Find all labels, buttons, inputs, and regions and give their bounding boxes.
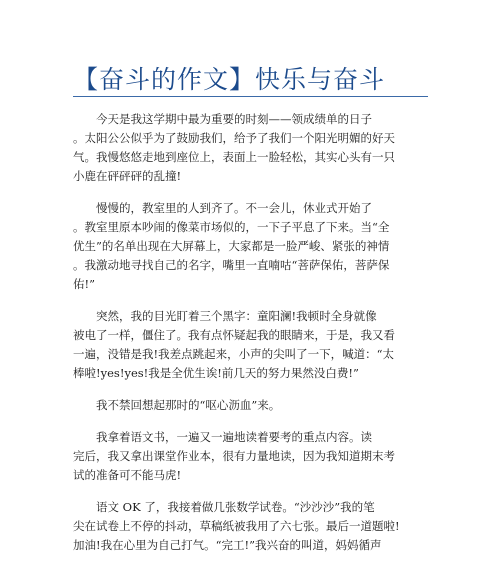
article-paragraph [73, 307, 428, 383]
paragraph-line: 棒啦!yes!yes!我是全优生诶!前几天的努力果然没白费!” [73, 366, 359, 380]
title-underline [73, 96, 428, 97]
article-paragraph [73, 498, 428, 555]
paragraph-line: 突然，我的目光盯着三个黑字：童阳澜!我顿时全身就像 [73, 309, 377, 323]
paragraph-line: 语文 OK 了，我接着做几张数学试卷。“沙沙沙”我的笔 [73, 500, 375, 514]
article-body [73, 110, 428, 568]
article-paragraph [73, 110, 428, 186]
paragraph-line: 我不禁回想起那时的“呕心沥血”来。 [73, 398, 281, 412]
article-paragraph [73, 396, 428, 415]
paragraph-line: 。我激动地寻找自己的名字，嘴里一直喃咕“菩萨保佑，菩萨保 [73, 258, 390, 272]
paragraph-line: 试的准备可不能马虎! [73, 468, 182, 482]
paragraph-line: 被电了一样，僵住了。我有点怀疑起我的眼睛来，于是，我又看 [73, 328, 395, 342]
paragraph-line: 气。我慢悠悠走地到座位上，表面上一脸轻松，其实心头有一只 [73, 150, 395, 164]
article-title: 【奋斗的作文】快乐与奋斗 [73, 65, 386, 94]
paragraph-line: 完后，我又拿出课堂作业本，很有力量地读，因为我知道期末考 [73, 449, 395, 463]
paragraph-line: 佑!” [73, 277, 96, 291]
paragraph-line: 。太阳公公似乎为了鼓励我们，给予了我们一个阳光明媚的好天 [73, 131, 395, 145]
paragraph-line: 。教室里原本吵闹的像菜市场似的，一下子平息了下来。当“全 [73, 220, 390, 234]
paragraph-line: 慢慢的，教室里的人到齐了。不一会儿，休业式开始了 [73, 201, 372, 215]
paragraph-line: 我拿着语文书，一遍又一遍地读着要考的重点内容。读 [73, 430, 372, 444]
paragraph-line: 小鹿在砰砰砰的乱撞! [73, 169, 182, 183]
paragraph-line: 优生”的名单出现在大屏幕上，大家都是一脸严峻、紧张的神情 [73, 239, 390, 253]
paragraph-line: 尖在试卷上不停的抖动，草稿纸被我用了六七张。最后一道题啦! [73, 519, 400, 533]
article-paragraph [73, 199, 428, 294]
paragraph-line: 今天是我这学期中最为重要的时刻——领成绩单的日子 [73, 112, 372, 126]
paragraph-line: 一遍，没错是我!我差点跳起来，小声的尖叫了一下，喊道：“太 [73, 347, 394, 361]
article-paragraph [73, 428, 428, 485]
paragraph-line: 加油!我在心里为自己打气。“完工!”我兴奋的叫道，妈妈循声 [73, 538, 382, 552]
